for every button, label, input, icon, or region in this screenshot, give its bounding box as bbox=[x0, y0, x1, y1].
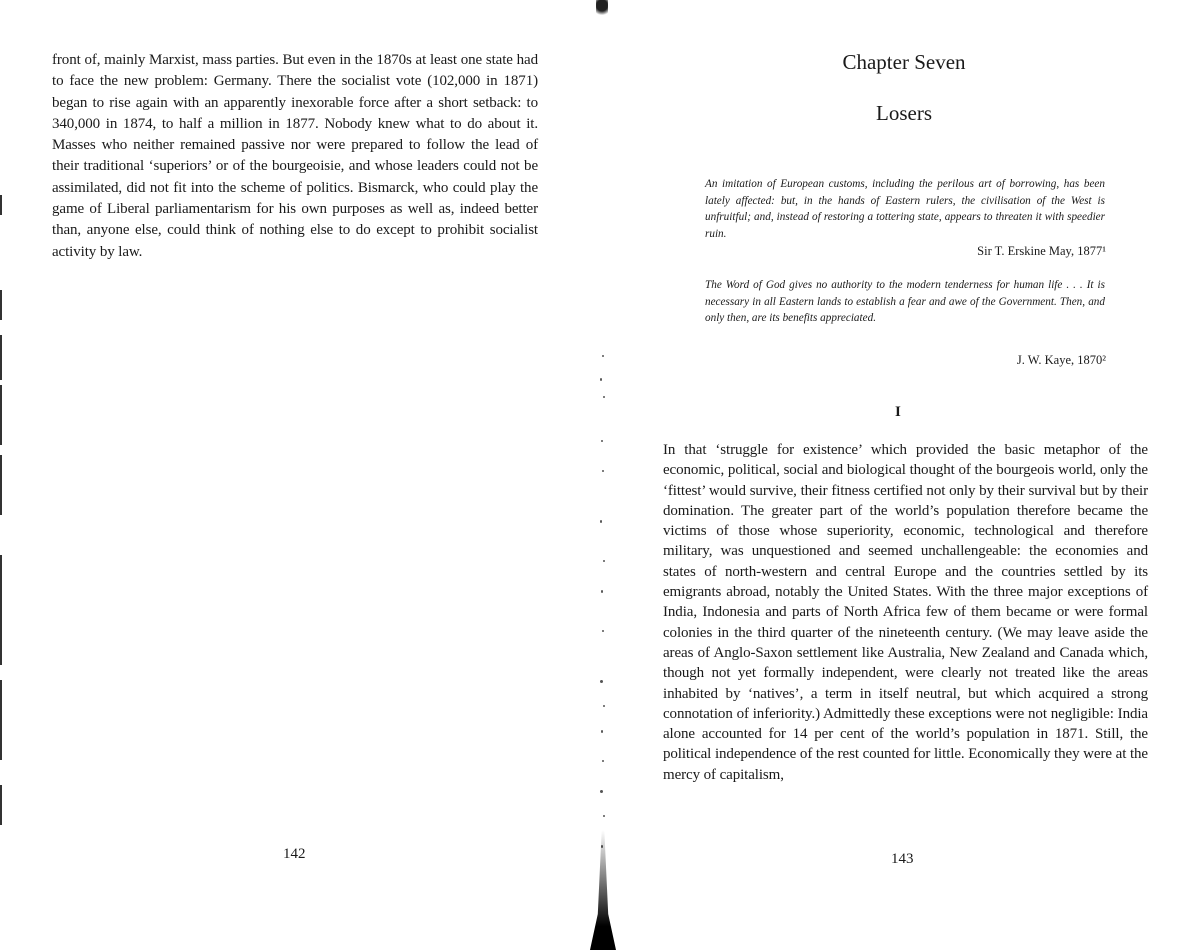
right-page bbox=[663, 440, 1148, 785]
epigraph-attribution: Sir T. Erskine May, 1877¹ bbox=[977, 244, 1106, 258]
scan-edge-marks bbox=[0, 0, 6, 950]
right-page-body-text: In that ‘struggle for existence’ which provided the basic metaphor of the economic, political, social and biological thought of the bourgeois world, only the ‘fittest’ would survive, their fitness certified not only by their survival but by their domination. The greater part of the world’s population therefore became the victims of those whose superiority, economic, technological and therefore military, was unquestioned and seemed unchallengeable: the economies and states of north-western and central Europe and the countries settled by its emigrants abroad, notably the United States. With the three major exceptions of India, Indonesia and parts of North Africa few of them became or were formal colonies in the third quarter of the nineteenth century. (We may leave aside the areas of Anglo-Saxon settlement like Australia, New Zealand and Canada which, though not yet formally independent, were clearly not treated like the areas inhabited by ‘natives’, a term in itself neutral, but which acquired a strong connotation of inferiority.) Admittedly these exceptions were not negligible: India alone accounted for 14 per cent of the world’s population in 1871. Still, the political independence of the rest counted for little. Economically they were at the mercy of capitalism, bbox=[663, 442, 1148, 783]
section-number: I bbox=[895, 404, 901, 420]
epigraph-attribution: J. W. Kaye, 1870² bbox=[1016, 353, 1106, 367]
left-page-number: 142 bbox=[283, 846, 306, 862]
left-page bbox=[52, 50, 538, 263]
chapter-label: Chapter Seven bbox=[842, 50, 966, 74]
right-page-number: 143 bbox=[891, 851, 914, 867]
chapter-title: Losers bbox=[876, 101, 932, 125]
epigraph-quote: The Word of God gives no authority to the modern tenderness for human life . . . It is necessary in all Eastern lands to establish a fear and awe of the Government. Then, and only then, are its benefits appreciated. bbox=[705, 279, 1105, 324]
epigraph-quote: An imitation of European customs, including the perilous art of borrowing, has been lately affected: but, in the hands of Eastern rulers, the civilisation of the West is unfruitful; and, instead of restoring a tottering state, appears to threaten it with speedier ruin. bbox=[705, 178, 1105, 240]
left-page-body-text: front of, mainly Marxist, mass parties. But even in the 1870s at least one state had to face the new problem: Germany. There the socialist vote (102,000 in 1871) began to rise again with an apparently inexorable force after a short setback: to 340,000 in 1874, to half a million in 1877. Nobody knew what to do about it. Masses who neither remained passive nor were prepared to follow the lead of their traditional ‘superiors’ or of the bourgeoisie, and whose leaders could not be assimilated, did not fit into the scheme of politics. Bismarck, who could play the game of Liberal parliamentarism for his own purposes as well as, indeed better than, anyone else, could think of nothing else to do except to prohibit socialist activity by law. bbox=[52, 52, 538, 260]
book-gutter bbox=[588, 0, 618, 950]
